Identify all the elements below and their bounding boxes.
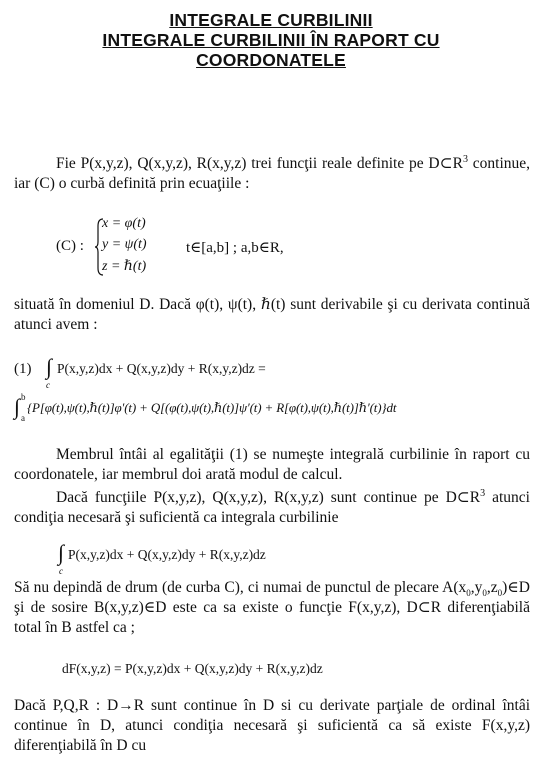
paragraph-membrul: Membrul întâi al egalităţii (1) se numeşte integrală curbilinie în raport cu coordonatele, iar membrul doi arată modul de calcul. xyxy=(14,446,530,483)
integral-sign-2: ∫ xyxy=(58,540,65,565)
title-line-2: INTEGRALE CURBILINII ÎN RAPORT CU xyxy=(102,30,440,50)
parameter-domain: t∈[a,b] ; a,b∈R, xyxy=(186,240,284,256)
definite-integral-sign: ∫ xyxy=(14,394,21,419)
total-differential: dF(x,y,z) = P(x,y,z)dx + Q(x,y,z)dy + R(x,y,z)dz xyxy=(62,661,323,676)
title-line-3: COORDONATELE xyxy=(196,50,346,70)
curve-label: (C) : xyxy=(56,238,84,254)
equation-1-rhs: {P[φ(t),ψ(t),ℏ(t)]φ′(t) + Q[(φ(t),ψ(t),ℏ(t)]ψ′(t) + R[φ(t),ψ(t),ℏ(t)]ℏ′(t)}dt xyxy=(27,400,397,415)
curvilinear-integral: P(x,y,z)dx + Q(x,y,z)dy + R(x,y,z)dz xyxy=(68,547,266,562)
paragraph-path-independence: Să nu depindă de drum (de curba C), ci numai de punctul de plecare $A(x_0,y_0,z_0)\in D$ şi de sosire B(x,y,z)∈D este ca sa existe o funcţie F(x,y,z), D⊂R diferenţiabilă total în B astfel ca ; xyxy=(14,579,530,636)
integral-lower-limit: a xyxy=(21,413,25,423)
equation-1-lhs: P(x,y,z)dx + Q(x,y,z)dy + R(x,y,z)dz = xyxy=(57,361,266,376)
paragraph-definition: Fie P(x,y,z), Q(x,y,z), R(x,y,z) trei funcţii reale definite pe $D\subset R^3$ continue, iar (C) o curbă definită prin ecuaţiile : xyxy=(14,153,530,192)
title-line-1: INTEGRALE CURBILINII xyxy=(169,10,373,30)
integral-upper-limit: b xyxy=(21,392,26,402)
equation-z: z = ℏ(t) xyxy=(102,259,147,274)
equation-x: x = φ(t) xyxy=(102,216,146,231)
paragraph-partial-derivatives: Dacă P,Q,R : D→R sunt continue în D si cu derivate parţiale de ordinal întâi continue în D, atunci condiţia necesară şi suficientă ca să existe F(x,y,z) diferenţiabilă în D cu xyxy=(14,697,530,754)
title-block xyxy=(0,10,542,70)
integral-subscript-2: c xyxy=(59,566,63,576)
paragraph-conditions: Dacă funcţiile P(x,y,z), Q(x,y,z), R(x,y,z) sunt continue pe $D\subset R^3$ atunci condiţia necesară şi suficientă ca integrala curbilinie xyxy=(14,487,530,526)
equation-y: y = ψ(t) xyxy=(102,237,147,252)
equation-number: (1) xyxy=(14,361,32,377)
integral-subscript: c xyxy=(46,380,50,390)
paragraph-derivable: situată în domeniul D. Dacă φ(t), ψ(t), ℏ(t) sunt derivabile şi cu derivata continuă atunci avem : xyxy=(14,296,530,333)
integral-sign: ∫ xyxy=(46,354,53,379)
